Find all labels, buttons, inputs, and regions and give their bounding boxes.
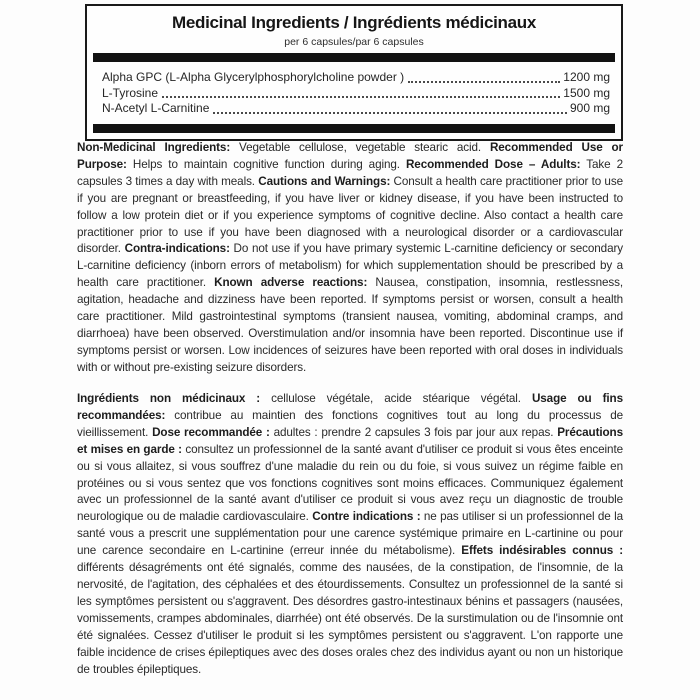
english-paragraph: Non-Medicinal Ingredients: Vegetable cellulose, vegetable stearic acid. Recommended Use or Purpose: Helps to maintain cognitive function during aging. Recommended Dose – Adults: Take 2 capsules 3 times a day with meals. Cautions and Warnings: Consult a health care practitioner prior to use if you are pregnant or breastfeeding, if you have liver or kidney disease, if you have been instructed to follow a low protein diet or if you experience symptoms of cognitive decline. Also contact a health care practitioner prior to use if you have been diagnosed with a neurological disorder or a cardiovascular disorder. Contra-indications: Do not use if you have primary systemic L-carnitine deficiency or secondary L-carnitine deficiency (inborn errors of metabolism) for which supplementation should be prescribed by a health care practitioner. Known adverse reactions: Nausea, constipation, insomnia, restlessness, agitation, headache and dizziness have been reported. If symptoms persist or worsen, consult a health care practitioner. Mild gastrointestinal symptoms (transient nausea, vomiting, abdominal cramps, and diarrhoea) have been observed. Overstimulation and/or insomnia have been reported. Discontinue use if symptoms persist or worsen. Low incidences of seizures have been reported with oral doses in individuals with or without pre-existing seizure disorders.: [77, 141, 624, 374]
ingredient-amount: 1200 mg: [563, 70, 610, 84]
ingredient-row: [102, 86, 610, 102]
ingredient-amount: 900 mg: [569, 101, 610, 116]
ingredient-row: [102, 70, 610, 86]
ingredient-name: L-Tyrosine: [102, 85, 159, 100]
french-paragraph: Ingrédients non médicinaux : cellulose végétale, acide stéarique végétal. Usage ou fins recommandées: contribue au maintien des fonctions cognitives tout au long du processus de vieillissement. Dose recommandée : adultes : prendre 2 capsules 3 fois par jour aux repas. Précautions et mises en garde : consultez un professionnel de la santé avant d'utiliser ce produit si vous êtes enceinte ou si vous allaitez, si vous souffrez d'une maladie du rein ou du foie, si vous suivez un régime faible en protéines ou si vous sentez que vos fonctions cognitives sont moins efficaces. Communiquez également avec un professionnel de la santé avant d'utiliser ce produit si vous avez reçu un diagnostic de trouble neurologique ou de maladie cardiovasculaire. Contre indications : ne pas utiliser si un professionnel de la santé vous a prescrit une supplémentation pour une carence systémique primaire en L-cartinine ou pour une carence secondaire en L-cartinine (erreur innée du métabolisme). Effets indésirables connus : différents désagréments ont été signalés, comme des nausées, de la constipation, de l'insomnie, de la nervosité, de l'agitation, des céphalées et des étourdissements. Consultez un professionnel de la santé si les symptômes persistent ou s'aggravent. Des désordres gastro-intestinaux bénins et passagers (nausées, vomissements, crampes abdominales, diarrhée) ont été observés. De la surstimulation ou de l'insomnie ont été signalées. Cessez d'utiliser le produit si les symptômes persistent ou s'aggravent. L'on rapporte une faible incidence de crises épileptiques avec des doses orales chez des individus ayant ou non un historique de troubles épileptiques.: [77, 392, 623, 676]
ingredient-list: [93, 62, 615, 124]
ingredient-name: N-Acetyl L-Carnitine: [102, 101, 210, 116]
serving-size: per 6 capsules/par 6 capsules: [284, 36, 424, 48]
separator-bar-top: [93, 53, 615, 62]
panel-title: Medicinal Ingredients / Ingrédients médicinaux: [171, 13, 537, 32]
ingredient-name: Alpha GPC (L-Alpha Glycerylphosphorylcholine powder ): [102, 70, 405, 84]
ingredient-row: [102, 101, 610, 117]
dotted-leader: [408, 81, 560, 83]
supplement-facts-panel: [85, 4, 623, 141]
dotted-leader: [162, 96, 560, 98]
ingredient-amount: 1500 mg: [563, 85, 610, 100]
separator-bar-bottom: [93, 124, 615, 133]
dotted-leader: [213, 112, 567, 114]
